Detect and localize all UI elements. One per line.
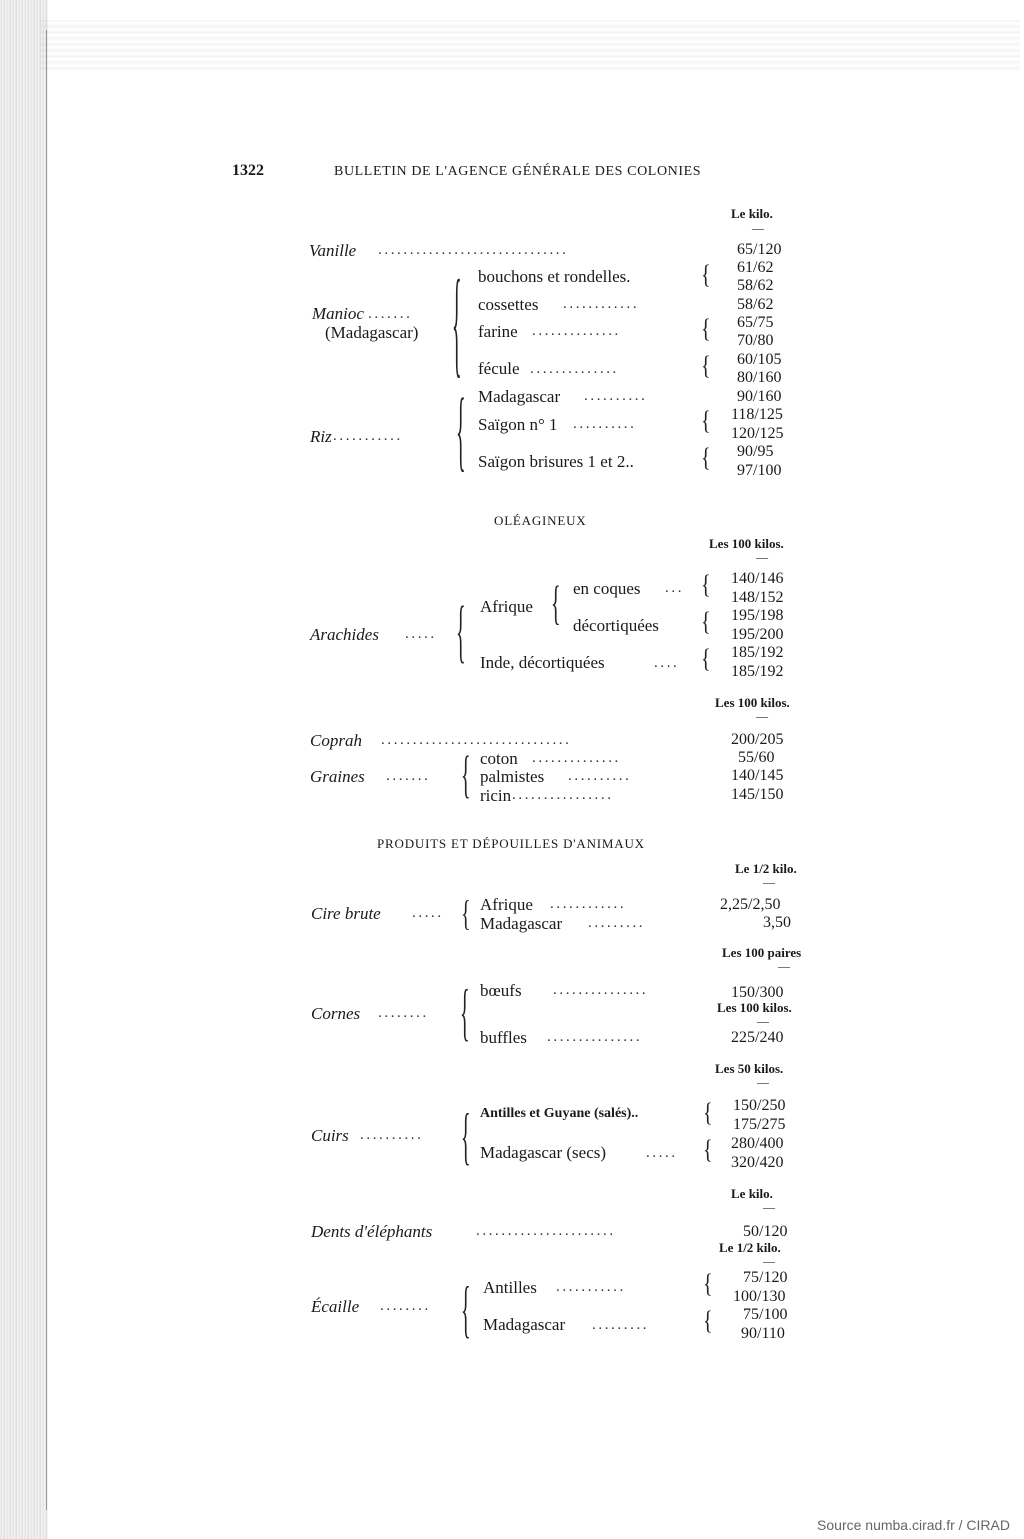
brace: { xyxy=(461,1275,471,1347)
leader-dots: .............. xyxy=(532,323,621,339)
source-credit: Source numba.cirad.fr / CIRAD xyxy=(817,1517,1010,1533)
leader-dots: ....... xyxy=(368,306,413,322)
brace: { xyxy=(703,1306,713,1336)
product-origin: (Madagascar) xyxy=(325,323,419,342)
price: 280/400 xyxy=(731,1135,784,1152)
item-name: Madagascar xyxy=(478,387,561,406)
brace: { xyxy=(701,443,711,473)
price: 2,25/2,50 xyxy=(720,896,781,913)
price: 150/300 xyxy=(731,984,784,1001)
price: 58/62 xyxy=(737,296,774,313)
brace: { xyxy=(452,260,462,392)
brace: { xyxy=(701,351,711,381)
item-name: Madagascar xyxy=(483,1315,566,1334)
price: 145/150 xyxy=(731,786,784,803)
item-name: Madagascar (secs) xyxy=(480,1143,607,1162)
item-name: Afrique xyxy=(480,895,533,914)
item-name: ricin xyxy=(480,786,512,805)
running-header: BULLETIN DE L'AGENCE GÉNÉRALE DES COLONIES xyxy=(334,164,702,179)
item-name: Saïgon brisures 1 et 2.. xyxy=(478,452,634,471)
brace: { xyxy=(701,406,711,436)
price: 225/240 xyxy=(731,1029,784,1046)
leader-dots: ....... xyxy=(386,768,431,784)
leader-dots: .............................. xyxy=(381,732,572,748)
item-name: palmistes xyxy=(480,767,545,786)
product-cuirs: Cuirs xyxy=(311,1126,349,1145)
product-coprah: Coprah xyxy=(310,731,362,750)
unit-label: Le kilo. xyxy=(731,1186,773,1201)
leader-dots: ......... xyxy=(592,1317,650,1333)
item-group: Afrique xyxy=(480,597,533,616)
leader-dots: .............. xyxy=(530,361,619,377)
item-name: fécule xyxy=(478,359,520,378)
unit-label: Les 100 paires xyxy=(722,945,802,960)
brace: { xyxy=(701,314,711,344)
price: 320/420 xyxy=(731,1154,784,1171)
item-name: coton xyxy=(480,749,518,768)
brace: { xyxy=(456,383,466,483)
unit-dash: — xyxy=(763,875,775,889)
unit-dash: — xyxy=(757,1014,769,1028)
leader-dots: ............ xyxy=(550,896,627,912)
page-number: 1322 xyxy=(232,162,264,179)
item-name: Inde, décortiquées xyxy=(480,653,605,672)
brace: { xyxy=(461,747,471,805)
price: 90/110 xyxy=(741,1325,785,1342)
price: 60/105 xyxy=(737,351,782,368)
leader-dots: ........ xyxy=(380,1298,431,1314)
item-name: farine xyxy=(478,322,518,341)
unit-label: Les 100 kilos. xyxy=(709,536,784,551)
unit-dash: — xyxy=(756,709,768,723)
brace: { xyxy=(456,594,466,672)
leader-dots: .......... xyxy=(568,768,632,784)
section-title: PRODUITS ET DÉPOUILLES D'ANIMAUX xyxy=(377,836,645,851)
brace: { xyxy=(703,1135,713,1165)
price: 65/75 xyxy=(737,314,774,331)
price: 75/120 xyxy=(743,1269,788,1286)
price: 118/125 xyxy=(731,406,783,423)
price: 148/152 xyxy=(731,589,784,606)
leader-dots: ............ xyxy=(563,296,640,312)
brace: { xyxy=(551,577,561,631)
item-name: Saïgon n° 1 xyxy=(478,415,558,434)
product-ecaille: Écaille xyxy=(311,1297,360,1316)
section-title: OLÉAGINEUX xyxy=(494,513,587,528)
price: 100/130 xyxy=(733,1288,786,1305)
price: 58/62 xyxy=(737,277,774,294)
brace: { xyxy=(460,978,470,1050)
price: 65/120 xyxy=(737,241,782,258)
price: 140/145 xyxy=(731,767,784,784)
item-name: en coques xyxy=(573,579,641,598)
unit-dash: — xyxy=(757,1075,769,1089)
price: 195/200 xyxy=(731,626,784,643)
leader-dots: ... xyxy=(665,580,685,596)
brace: { xyxy=(461,894,471,934)
leader-dots: .............................. xyxy=(378,242,569,258)
price: 70/80 xyxy=(737,332,774,349)
item-name: bœufs xyxy=(480,981,522,1000)
unit-label: Les 100 kilos. xyxy=(717,1000,792,1015)
price: 90/160 xyxy=(737,388,782,405)
leader-dots: ........ xyxy=(378,1005,429,1021)
unit-label: Les 100 kilos. xyxy=(715,695,790,710)
leader-dots: .......... xyxy=(584,388,648,404)
leader-dots: ........... xyxy=(333,428,403,444)
product-manioc: Manioc xyxy=(312,304,364,323)
brace: { xyxy=(701,570,711,600)
leader-dots: .......... xyxy=(360,1127,424,1143)
price: 80/160 xyxy=(737,369,782,386)
product-cire-brute: Cire brute xyxy=(311,904,381,923)
price: 97/100 xyxy=(737,462,782,479)
price: 195/198 xyxy=(731,607,784,624)
brace: { xyxy=(701,607,711,637)
product-vanille: Vanille xyxy=(309,241,357,260)
product-riz: Riz xyxy=(310,427,332,446)
product-dents-elephants: Dents d'éléphants xyxy=(311,1222,433,1241)
leader-dots: ............... xyxy=(547,1029,643,1045)
brace: { xyxy=(701,260,711,290)
leader-dots: ............... xyxy=(553,982,649,998)
price: 55/60 xyxy=(738,749,775,766)
price: 185/192 xyxy=(731,644,784,661)
leader-dots: ......... xyxy=(588,915,646,931)
unit-dash: — xyxy=(752,221,764,235)
product-graines: Graines xyxy=(310,767,365,786)
leader-dots: ..... xyxy=(646,1145,678,1161)
price: 75/100 xyxy=(743,1306,788,1323)
product-arachides: Arachides xyxy=(310,625,379,644)
unit-label: Le 1/2 kilo. xyxy=(735,861,797,876)
unit-dash: — xyxy=(756,550,768,564)
leader-dots: .... xyxy=(654,655,680,671)
item-name: bouchons et rondelles. xyxy=(478,267,631,286)
brace: { xyxy=(461,1102,471,1174)
leader-dots: .............. xyxy=(532,750,621,766)
price: 120/125 xyxy=(731,425,784,442)
item-name: décortiquées xyxy=(573,616,659,635)
item-name: cossettes xyxy=(478,295,539,314)
leader-dots: ...................... xyxy=(476,1223,616,1239)
price: 3,50 xyxy=(763,914,791,931)
unit-label: Le 1/2 kilo. xyxy=(719,1240,781,1255)
unit-dash: — xyxy=(763,1200,775,1214)
price: 200/205 xyxy=(731,731,784,748)
price: 90/95 xyxy=(737,443,774,460)
unit-dash: — xyxy=(778,959,790,973)
unit-dash: — xyxy=(763,1254,775,1268)
price: 150/250 xyxy=(733,1097,786,1114)
leader-dots: ................ xyxy=(512,787,614,803)
leader-dots: ..... xyxy=(412,905,444,921)
brace: { xyxy=(701,644,711,674)
price: 140/146 xyxy=(731,570,784,587)
item-name: Antilles xyxy=(483,1278,537,1297)
book-spine-shadow xyxy=(0,0,48,1539)
brace: { xyxy=(703,1098,713,1128)
unit-label: Le kilo. xyxy=(731,206,773,221)
leader-dots: .......... xyxy=(573,416,637,432)
item-name: Madagascar xyxy=(480,914,563,933)
scan-noise xyxy=(40,20,1020,70)
item-name: buffles xyxy=(480,1028,527,1047)
price: 185/192 xyxy=(731,663,784,680)
item-name: Antilles et Guyane (salés).. xyxy=(480,1106,639,1121)
unit-label: Les 50 kilos. xyxy=(715,1061,784,1076)
binding-edge-line xyxy=(46,30,47,1510)
leader-dots: ........... xyxy=(556,1279,626,1295)
price: 50/120 xyxy=(743,1223,788,1240)
product-cornes: Cornes xyxy=(311,1004,361,1023)
price: 61/62 xyxy=(737,259,774,276)
leader-dots: ..... xyxy=(405,626,437,642)
brace: { xyxy=(703,1269,713,1299)
price: 175/275 xyxy=(733,1116,786,1133)
